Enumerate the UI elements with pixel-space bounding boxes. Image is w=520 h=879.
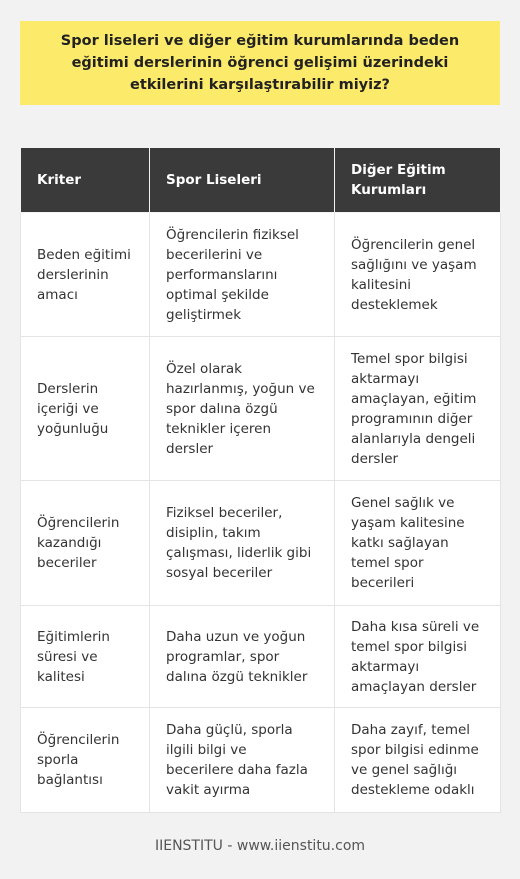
comparison-table	[20, 147, 501, 813]
table-row	[21, 481, 501, 606]
table-cell: Öğrencilerin sporla bağlantısı	[21, 708, 150, 813]
table-cell: Eğitimlerin süresi ve kalitesi	[21, 606, 150, 708]
table-header-row	[21, 148, 501, 213]
table-cell: Daha uzun ve yoğun programlar, spor dalına özgü teknikler	[150, 606, 335, 708]
column-header: Spor Liseleri	[150, 148, 335, 213]
table-cell: Öğrencilerin fiziksel becerilerini ve performanslarını optimal şekilde geliştirmek	[150, 213, 335, 337]
column-header: Diğer Eğitim Kurumları	[335, 148, 501, 213]
table-cell: Öğrencilerin genel sağlığını ve yaşam kalitesini desteklemek	[335, 213, 501, 337]
table-cell: Özel olarak hazırlanmış, yoğun ve spor dalına özgü teknikler içeren dersler	[150, 337, 335, 481]
table-cell: Daha güçlü, sporla ilgili bilgi ve becerilere daha fazla vakit ayırma	[150, 708, 335, 813]
footer-credit: IIENSTITU - www.iienstitu.com	[154, 838, 366, 854]
title-banner	[20, 21, 500, 105]
table-cell: Derslerin içeriği ve yoğunluğu	[21, 337, 150, 481]
table-cell: Öğrencilerin kazandığı beceriler	[21, 481, 150, 606]
page-title: Spor liseleri ve diğer eğitim kurumlarında beden eğitimi derslerinin öğrenci gelişimi üzerindeki etkilerini karşılaştırabilir miyiz?	[60, 33, 460, 93]
table-row	[21, 213, 501, 337]
table-row	[21, 606, 501, 708]
table-cell: Daha zayıf, temel spor bilgisi edinme ve genel sağlığı destekleme odaklı	[335, 708, 501, 813]
column-header: Kriter	[21, 148, 150, 213]
table-cell: Temel spor bilgisi aktarmayı amaçlayan, eğitim programının diğer alanlarıyla dengeli dersler	[335, 337, 501, 481]
table-cell: Beden eğitimi derslerinin amacı	[21, 213, 150, 337]
table-cell: Genel sağlık ve yaşam kalitesine katkı sağlayan temel spor becerileri	[335, 481, 501, 606]
table-cell: Daha kısa süreli ve temel spor bilgisi aktarmayı amaçlayan dersler	[335, 606, 501, 708]
table-cell: Fiziksel beceriler, disiplin, takım çalışması, liderlik gibi sosyal beceriler	[150, 481, 335, 606]
table-row	[21, 708, 501, 813]
table-row	[21, 337, 501, 481]
